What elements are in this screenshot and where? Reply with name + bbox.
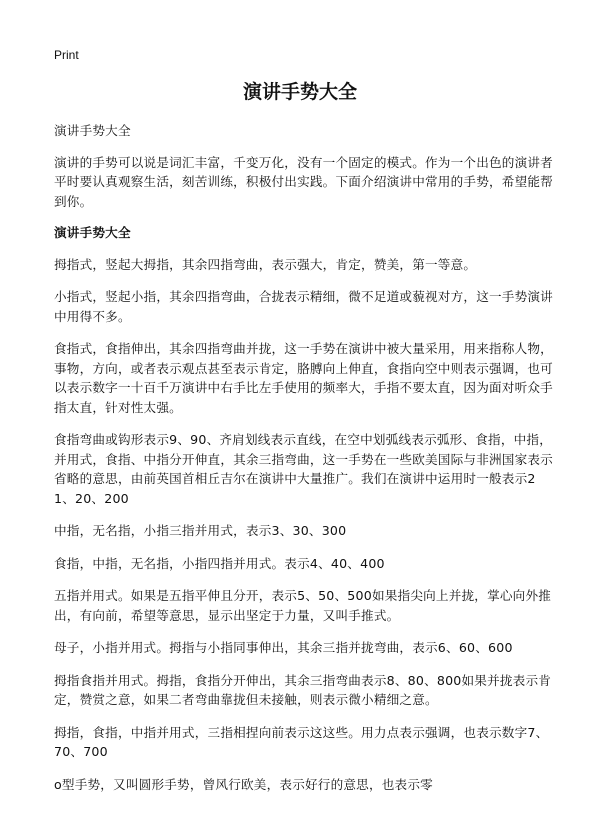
paragraph-three-finger-pinch-gesture: 拇指，食指，中指并用式，三指相捏向前表示这这些。用力点表示强调，也表示数字7、70、700 [54,724,549,759]
paragraph-five-finger-gesture: 五指并用式。如果是五指平伸且分开，表示5、50、500如果指尖向上并拢，掌心向外推出，有向前，希望等意思，显示出坚定于力量，又叫手推式。 [54,588,552,623]
paragraph-thumb-pinky-gesture: 母子，小指并用式。拇指与小指同事伸出，其余三指并拢弯曲，表示6、60、600 [54,640,513,655]
paragraph-o-gesture: o型手势，又叫圆形手势，曾风行欧美，表示好行的意思，也表示零 [54,776,433,792]
article-body [54,121,554,807]
paragraph-thumb-index-gesture: 拇指食指并用式。拇指，食指分开伸出，其余三指弯曲表示8、80、800如果并拢表示肯定，赞赏之意，如果二者弯曲靠拢但未接触，则表示微小精细之意。 [54,672,552,707]
section-heading: 演讲手势大全 [54,225,131,240]
paragraph-index-gesture: 食指式，食指伸出，其余四指弯曲并拢，这一手势在演讲中被大量采用，用来指称人物，事物，方向，或者表示观点甚至表示肯定，胳膊向上伸直，食指向空中则表示强调，也可以表示数字一十百千万演讲中右手比左手使用的频率大，手指不要太直，因为面对听众手指太直，针对性太强。 [54,341,553,415]
page-title: 演讲手势大全 [242,81,357,103]
paragraph-three-finger-gesture: 中指，无名指，小指三指并用式，表示3、30、300 [54,523,347,538]
paragraph-pinky-gesture: 小指式，竖起小指，其余四指弯曲，合拢表示精细，微不足道或藐视对方，这一手势演讲中用得不多。 [54,289,553,324]
print-link[interactable]: Print [54,48,79,62]
paragraph-four-finger-gesture: 食指，中指，无名指，小指四指并用式。表示4、40、400 [54,555,385,571]
paragraph-hook-gesture: 食指弯曲或钩形表示9、90、齐肩划线表示直线，在空中划弧线表示弧形、食指，中指，并用式，食指、中指分开伸直，其余三指弯曲，这一手势在一些欧美国际与非洲国家表示省略的意思，由前英国首相丘吉尔在演讲中大量推广。我们在演讲中运用时一般表示21、20、200 [54,432,553,506]
paragraph-thumb-gesture: 拇指式，竖起大拇指，其余四指弯曲，表示强大，肯定，赞美，第一等意。 [54,256,477,272]
intro-paragraph: 演讲的手势可以说是词汇丰富，千变万化，没有一个固定的模式。作为一个出色的演讲者平时要认真观察生活，刻苦训练，积极付出实践。下面介绍演讲中常用的手势，希望能帮到你。 [54,154,553,209]
article-subtitle: 演讲手势大全 [54,123,131,138]
